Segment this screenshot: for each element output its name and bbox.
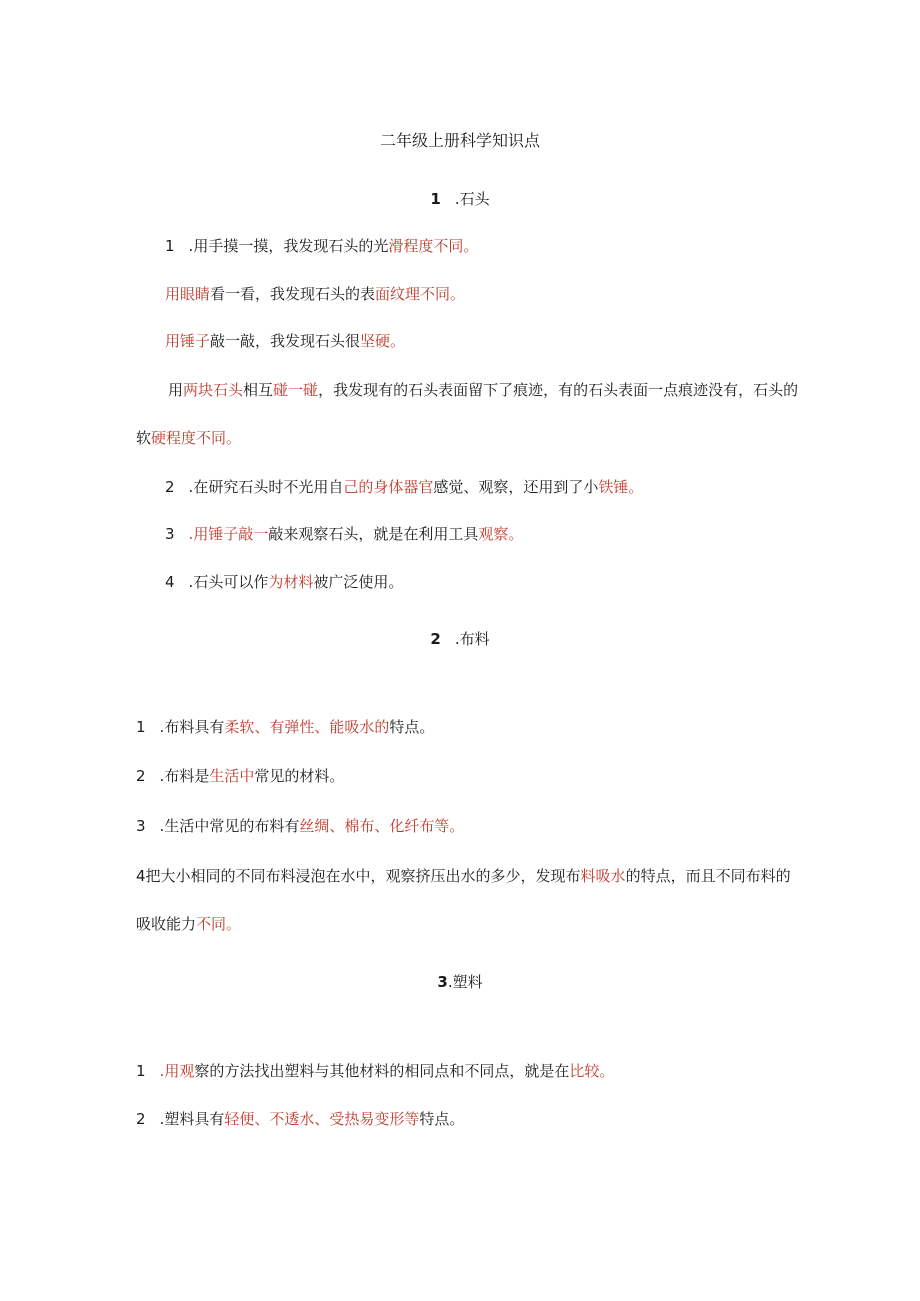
highlight: 己的身体器官: [343, 478, 434, 496]
text: .在研究石头时不光用自: [188, 478, 344, 496]
highlight: 轻便、不透水、受热易变形等: [224, 1110, 420, 1128]
section-name: .布料: [454, 630, 490, 648]
text: 被广泛使用。: [313, 573, 404, 591]
item-number: 1: [136, 1062, 146, 1080]
highlight: 用锤子: [165, 332, 211, 350]
text: .塑料具有: [159, 1110, 225, 1128]
highlight: 料吸水: [580, 867, 626, 885]
text: 感觉、观察，还用到了小: [433, 478, 599, 496]
text: 敲来观察石头，就是在利用工具: [268, 525, 479, 543]
plastic-point-1: [136, 1061, 614, 1081]
stone-point-3: [165, 524, 523, 544]
highlight: 滑程度不同。: [388, 237, 479, 255]
item-number: 4: [165, 573, 175, 591]
section-number: 1: [430, 190, 441, 208]
highlight: 硬程度不同。: [151, 429, 242, 447]
section-heading-plastic: [0, 972, 920, 992]
section-heading-fabric: [0, 629, 920, 649]
item-number: 2: [165, 478, 175, 496]
fabric-point-4-cont: [136, 914, 241, 934]
highlight: 丝绸、棉布、化纤布等。: [299, 817, 465, 835]
text: 常见的材料。: [254, 767, 345, 785]
text: 的特点，而且不同布料的: [625, 867, 791, 885]
document-title: 二年级上册科学知识点: [379, 131, 540, 150]
text: .生活中常见的布料有: [159, 817, 300, 835]
item-number: 2: [136, 1110, 146, 1128]
highlight: 坚硬。: [360, 332, 406, 350]
text: 敲一敲，我发现石头很: [210, 332, 361, 350]
text: 特点。: [419, 1110, 465, 1128]
highlight: 为材料: [268, 573, 314, 591]
text: 相互: [243, 381, 274, 399]
item-number: 3: [136, 817, 146, 835]
highlight: .用观: [159, 1062, 195, 1080]
highlight: 柔软、有弹性、能吸水的: [224, 718, 390, 736]
text: .布料具有: [159, 718, 225, 736]
text: 4把大小相同的不同布料浸泡在水中，观察挤压出水的多少，发现布: [136, 867, 581, 885]
stone-point-4: [165, 572, 403, 592]
fabric-point-3: [136, 816, 464, 836]
highlight: 碰一碰: [273, 381, 319, 399]
highlight: 不同。: [196, 915, 242, 933]
section-heading-stone: [0, 189, 920, 209]
text: 用: [168, 381, 184, 399]
stone-point-1-eyes: [165, 284, 465, 304]
item-number: 2: [136, 767, 146, 785]
text: 吸收能力: [136, 915, 197, 933]
text: .用手摸一摸，我发现石头的光: [188, 237, 389, 255]
section-number: 3: [437, 973, 448, 991]
highlight: 面纹理不同。: [375, 285, 466, 303]
section-number: 2: [430, 630, 441, 648]
stone-point-2: [165, 477, 643, 497]
highlight: 比较。: [569, 1062, 615, 1080]
text: .布料是: [159, 767, 210, 785]
highlight: 生活中: [209, 767, 255, 785]
fabric-point-4: [136, 866, 791, 886]
stone-point-1: [165, 236, 478, 256]
highlight: 用眼睛: [165, 285, 211, 303]
stone-point-1-rub: [168, 380, 798, 400]
text: 软: [136, 429, 152, 447]
section-name: .石头: [454, 190, 490, 208]
text: 看一看，我发现石头的表: [210, 285, 376, 303]
fabric-point-2: [136, 766, 344, 786]
highlight: 铁锤。: [598, 478, 644, 496]
plastic-point-2: [136, 1109, 464, 1129]
highlight: .用锤子敲一: [188, 525, 269, 543]
text: ，我发现有的石头表面留下了痕迹，有的石头表面一点痕迹没有，石头的: [318, 381, 799, 399]
highlight: 观察。: [478, 525, 524, 543]
fabric-point-1: [136, 717, 434, 737]
item-number: 3: [165, 525, 175, 543]
item-number: 1: [165, 237, 175, 255]
text: 特点。: [389, 718, 435, 736]
highlight: 两块石头: [183, 381, 244, 399]
section-name: .塑料: [447, 973, 483, 991]
stone-point-1-cont: [136, 428, 241, 448]
stone-point-1-hammer: [165, 331, 405, 351]
text: .石头可以作: [188, 573, 269, 591]
text: 察的方法找出塑料与其他材料的相同点和不同点，就是在: [194, 1062, 570, 1080]
item-number: 1: [136, 718, 146, 736]
